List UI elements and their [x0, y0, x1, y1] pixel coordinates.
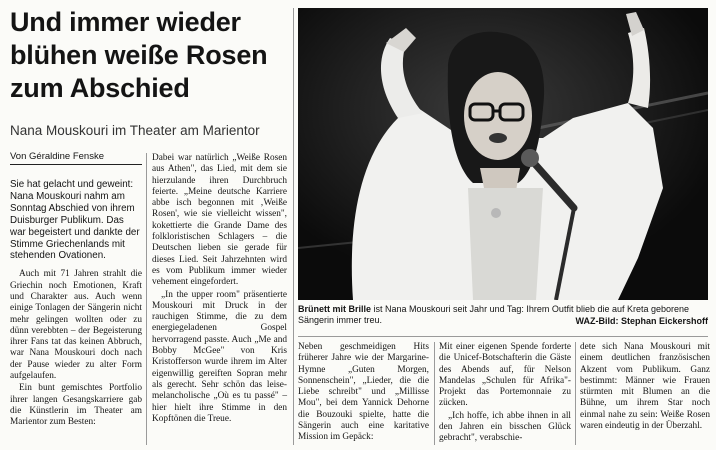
article-column-1: [10, 179, 142, 430]
article-column-2: [152, 153, 287, 426]
headline-line-1: Und immer wieder: [10, 7, 241, 37]
article-column-4: [439, 342, 571, 446]
body-paragraph: „In the upper room" präsentierte Mouskouri mit Druck in der rauchigen Stimme, die zu dem energiegeladenen Gospel hervorragend passte. Auch „Me and Bobby McGee" von Kris Kristofferson wurde ihrem im Alter eigenwillig gereiften Sopran mehr als gerecht. Sehr schön das leise-melancholische „Où es tu passé" – hier hielt ihre Stimme in den Kopftönen die Treue.: [152, 289, 287, 424]
byline: Von Géraldine Fenske: [10, 151, 142, 165]
caption-lead: Brünett mit Brille: [298, 304, 372, 314]
caption-rule: [298, 336, 708, 337]
body-paragraph: „Ich hoffe, ich abbe ihnen in all den Jahren ein bisschen Glück gebracht", verabschie-: [439, 410, 571, 444]
body-paragraph: Dabei war natürlich „Weiße Rosen aus Athen", das Lied, mit dem sie hierzulande ihren Durchbruch feierte. „Meine deutsche Karriere abbe isch begonnen mit ‚Weiße Rosen', wie sie vielleicht wissen", kokettierte die Grande Dame des folkloristischen Schlagers – die Deutschen lieben sie gerade für dieses Lied. Seit Jahrzehnten wird es vom Publikum immer wieder vehement eingefordert.: [152, 153, 287, 288]
column-divider: [434, 342, 435, 445]
column-divider: [146, 153, 147, 445]
body-paragraph: Ein bunt gemischtes Portfolio ihrer langen Gesangskarriere gab die Künstlerin im Theater am Marientor zum Besten:: [10, 383, 142, 428]
column-divider: [575, 342, 576, 445]
headline-line-3: zum Abschied: [10, 73, 190, 103]
intro-paragraph: Sie hat gelacht und geweint: Nana Mouskouri nahm am Sonntag Abschied von ihrem Duisburger Publikum. Das war begeistert und dankte der Stimme Griechenlands mit stehenden Ovationen.: [10, 179, 140, 262]
article-column-5: [580, 342, 710, 433]
column-divider: [293, 8, 294, 445]
caption-text: ist Nana Mouskouri seit Jahr und Tag: Ihrem Outfit blieb die auf Kreta geborene Sängerin immer treu.: [298, 304, 690, 325]
photo-credit: WAZ-Bild: Stephan Eickershoff: [575, 316, 708, 326]
article-column-3: [298, 342, 429, 445]
headline-line-2: blühen weiße Rosen: [10, 40, 268, 70]
headline: [10, 6, 292, 105]
concert-photo: [298, 8, 708, 300]
singer-photo-graphic: [298, 8, 708, 300]
body-paragraph: Neben geschmeidigen Hits früherer Jahre wie der Margarine-Hymne „Guten Morgen, Sonnenschein", „Lieder, die die Liebe schreibt" und „Millisse Mou", bei dem Yannick Dehorne die Bouzouki spielte, hatte die Sängerin auch eine karitative Mission im Gepäck:: [298, 342, 429, 443]
body-paragraph: Mit einer eigenen Spende forderte die Unicef-Botschafterin die Gäste des Abends auf, für Nelson Mandelas „Schulen für Afrika"-Projekt das Portemonnaie zu zücken.: [439, 342, 571, 409]
subhead: Nana Mouskouri im Theater am Marientor: [10, 123, 260, 138]
body-paragraph: Auch mit 71 Jahren strahlt die Griechin noch Emotionen, Kraft und Charakter aus. Auch wenn einige Tonlagen der Sängerin nicht mehr gelingen wollten oder zu dünn verebbten – der Begeisterung ihrer Fans tat das keinen Abbruch, war Nana Mouskouri doch nach der Pause wieder zu alter Form aufgelaufen.: [10, 269, 142, 382]
body-paragraph: dete sich Nana Mouskouri mit einem deutlichen französischen Akzent vom Publikum. Ganz bestimmt: Männer wie Frauen stürmten mit Blumen an die Bühne, um ihrem Star noch einmal nahe zu sein: Weiße Rosen waren eindeutig in der Überzahl.: [580, 342, 710, 432]
